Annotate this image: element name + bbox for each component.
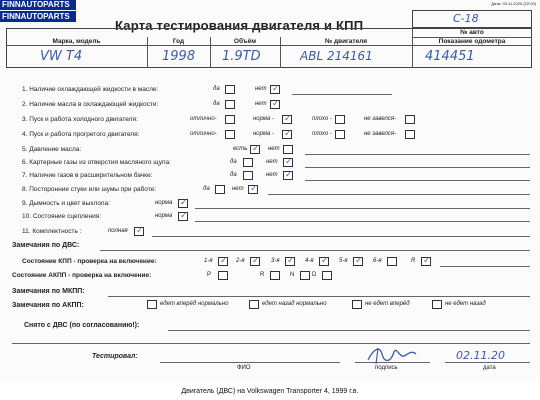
akpp-no-back-checkbox[interactable] [432, 300, 442, 309]
item-1-net-label: нет [255, 86, 267, 92]
item-9-norma-checkbox[interactable] [178, 199, 188, 208]
akpp-n-checkbox[interactable] [300, 271, 310, 280]
item-6-da-label: да [230, 159, 237, 165]
fio-label: ФИО [237, 365, 251, 371]
item-6-da-checkbox[interactable] [243, 158, 253, 167]
gear-6-checkbox[interactable] [387, 257, 397, 266]
akpp-p-label: P [207, 272, 212, 278]
item-6: 6. Картерные газы из отверстия масляного щупа: [22, 159, 171, 166]
akpp-d-label: D [312, 272, 317, 278]
model-value: VW T4 [40, 49, 83, 64]
item-7-net-label: нет [266, 172, 278, 178]
gear-3-checkbox[interactable] [285, 257, 295, 266]
engine-header: № двигателя [324, 38, 368, 45]
mkpp-remarks-label: Замечания по МКПП: [12, 288, 85, 295]
gear-1-label: 1-я [204, 258, 213, 264]
volume-header: Объём [233, 38, 257, 45]
gear-r-label: R [411, 258, 416, 264]
item-11-polnaya-label: полная [108, 228, 128, 234]
image-caption: Двигатель (ДВС) на Volkswagen Transporter 4, 1999 г.в. [181, 388, 359, 395]
sign-label: подпись [375, 365, 398, 371]
removed-label: Снято с ДВС (по согласованию!): [24, 322, 140, 329]
item-5-est-checkbox[interactable] [250, 145, 260, 154]
item-3-otl-checkbox[interactable] [225, 115, 235, 124]
gear-4-checkbox[interactable] [319, 257, 329, 266]
akpp-r-checkbox[interactable] [270, 271, 280, 280]
item-5-est-label: есть [233, 146, 248, 152]
item-10-norma-label: норма [155, 213, 173, 219]
gear-4-label: 4-я [305, 258, 314, 264]
auto-no-header: № авто [460, 29, 484, 36]
akpp-no-back-label: не едет назад [445, 301, 486, 307]
akpp-state-label: Состояние АКПП - проверка на включение: [12, 272, 152, 279]
date-label: дата [483, 365, 496, 371]
item-9-norma-label: норма [155, 200, 173, 206]
item-6-net-checkbox[interactable] [283, 158, 293, 167]
item-1-da-checkbox[interactable] [225, 85, 235, 94]
gear-6-label: 6-я [373, 258, 382, 264]
signature-mark [360, 344, 420, 366]
akpp-fwd-normal-checkbox[interactable] [147, 300, 157, 309]
tested-label: Тестировал: [92, 353, 138, 360]
item-2-da-label: да [213, 101, 220, 107]
item-2-net-checkbox[interactable] [270, 100, 280, 109]
date-stamp: Дата: 03.11.2020 (22:00) [491, 1, 536, 6]
item-8-da-checkbox[interactable] [215, 185, 225, 194]
test-date-value: 02.11.20 [456, 349, 505, 362]
akpp-p-checkbox[interactable] [218, 271, 228, 280]
item-10: 10. Состояние сцепления: [22, 213, 102, 220]
item-8: 8. Посторонние стуки или шумы при работе: [22, 186, 157, 193]
kpp-state-label: Состояние КПП - проверка на включение: [22, 258, 157, 265]
item-3-norm-label: норма - [253, 116, 275, 122]
odometer-value: 414451 [425, 49, 475, 64]
item-7: 7. Наличие газов в расширительном бачке: [22, 172, 153, 179]
item-4: 4. Пуск и работа прогретого двигателя: [22, 131, 140, 138]
gear-2-label: 2-я [236, 258, 245, 264]
gear-5-label: 5-я [339, 258, 348, 264]
item-3-nezav-label: не завелся- [364, 116, 397, 122]
akpp-n-label: N [290, 272, 295, 278]
item-10-norma-checkbox[interactable] [178, 212, 188, 221]
item-9: 9. Дымность и цвет выхлопа: [22, 200, 110, 207]
item-5-net-label: нет [268, 146, 280, 152]
item-7-net-checkbox[interactable] [283, 171, 293, 180]
item-7-da-checkbox[interactable] [243, 171, 253, 180]
item-8-net-label: нет [232, 186, 244, 192]
gear-r-checkbox[interactable] [421, 257, 431, 266]
item-6-net-label: нет [266, 159, 278, 165]
akpp-no-fwd-label: не едет вперёд [365, 301, 410, 307]
item-2-net-label: нет [255, 101, 267, 107]
akpp-d-checkbox[interactable] [322, 271, 332, 280]
finnautoparts-logo [0, 0, 76, 22]
item-4-otl-checkbox[interactable] [225, 130, 235, 139]
item-5-net-checkbox[interactable] [283, 145, 293, 154]
item-8-da-label: да [203, 186, 210, 192]
logo-line-2: FINNAUTOPARTS [0, 11, 76, 22]
item-4-ploho-label: плохо - [312, 131, 332, 137]
item-3: 3. Пуск и работа холодного двигателя: [22, 116, 138, 123]
item-4-norm-checkbox[interactable] [282, 130, 292, 139]
akpp-no-fwd-checkbox[interactable] [352, 300, 362, 309]
item-4-norm-label: норма - [253, 131, 275, 137]
item-2: 2. Наличие масла в охлаждающей жидкости: [22, 101, 159, 108]
corner-code-box [412, 10, 532, 28]
akpp-r-label: R [260, 272, 265, 278]
item-4-ploho-checkbox[interactable] [335, 130, 345, 139]
model-header: Марка, модель [52, 38, 101, 45]
item-2-da-checkbox[interactable] [225, 100, 235, 109]
akpp-back-normal-label: едет назад нормально [262, 301, 327, 307]
volume-value: 1.9TD [222, 49, 261, 64]
item-4-nezav-label: не завелся- [364, 131, 397, 137]
akpp-remarks-label: Замечания по АКПП: [12, 302, 84, 309]
item-1-da-label: да [213, 86, 220, 92]
item-4-nezav-checkbox[interactable] [405, 130, 415, 139]
gear-3-label: 3-я [271, 258, 280, 264]
item-11-polnaya-checkbox[interactable] [134, 227, 144, 236]
odometer-header: Показание одометра [438, 38, 506, 45]
item-5: 5. Давление масла: [22, 146, 82, 153]
form-title: Карта тестирования двигателя и КПП [115, 18, 364, 33]
item-8-net-checkbox[interactable] [248, 185, 258, 194]
corner-code: С-18 [453, 12, 479, 25]
item-3-ploho-checkbox[interactable] [335, 115, 345, 124]
gear-1-checkbox[interactable] [218, 257, 228, 266]
item-3-ploho-label: плохо - [312, 116, 332, 122]
item-3-norm-checkbox[interactable] [282, 115, 292, 124]
item-11: 11. Комплектность : [22, 228, 82, 235]
item-3-nezav-checkbox[interactable] [405, 115, 415, 124]
item-3-otl-label: отлично- [190, 116, 217, 122]
akpp-back-normal-checkbox[interactable] [249, 300, 259, 309]
item-1: 1. Наличие охлаждающей жидкости в масле: [22, 86, 159, 93]
akpp-fwd-normal-label: едет вперёд нормально [160, 301, 229, 307]
dvs-remarks-label: Замечания по ДВС: [12, 242, 80, 249]
item-7-da-label: да [230, 172, 237, 178]
item-1-net-checkbox[interactable] [270, 85, 280, 94]
year-value: 1998 [162, 49, 196, 64]
gear-2-checkbox[interactable] [250, 257, 260, 266]
engine-value: ABL 214161 [300, 49, 373, 63]
year-header: Год [172, 38, 185, 45]
logo-line-1: FINNAUTOPARTS [0, 0, 76, 10]
gear-5-checkbox[interactable] [353, 257, 363, 266]
item-4-otl-label: отлично- [190, 131, 217, 137]
